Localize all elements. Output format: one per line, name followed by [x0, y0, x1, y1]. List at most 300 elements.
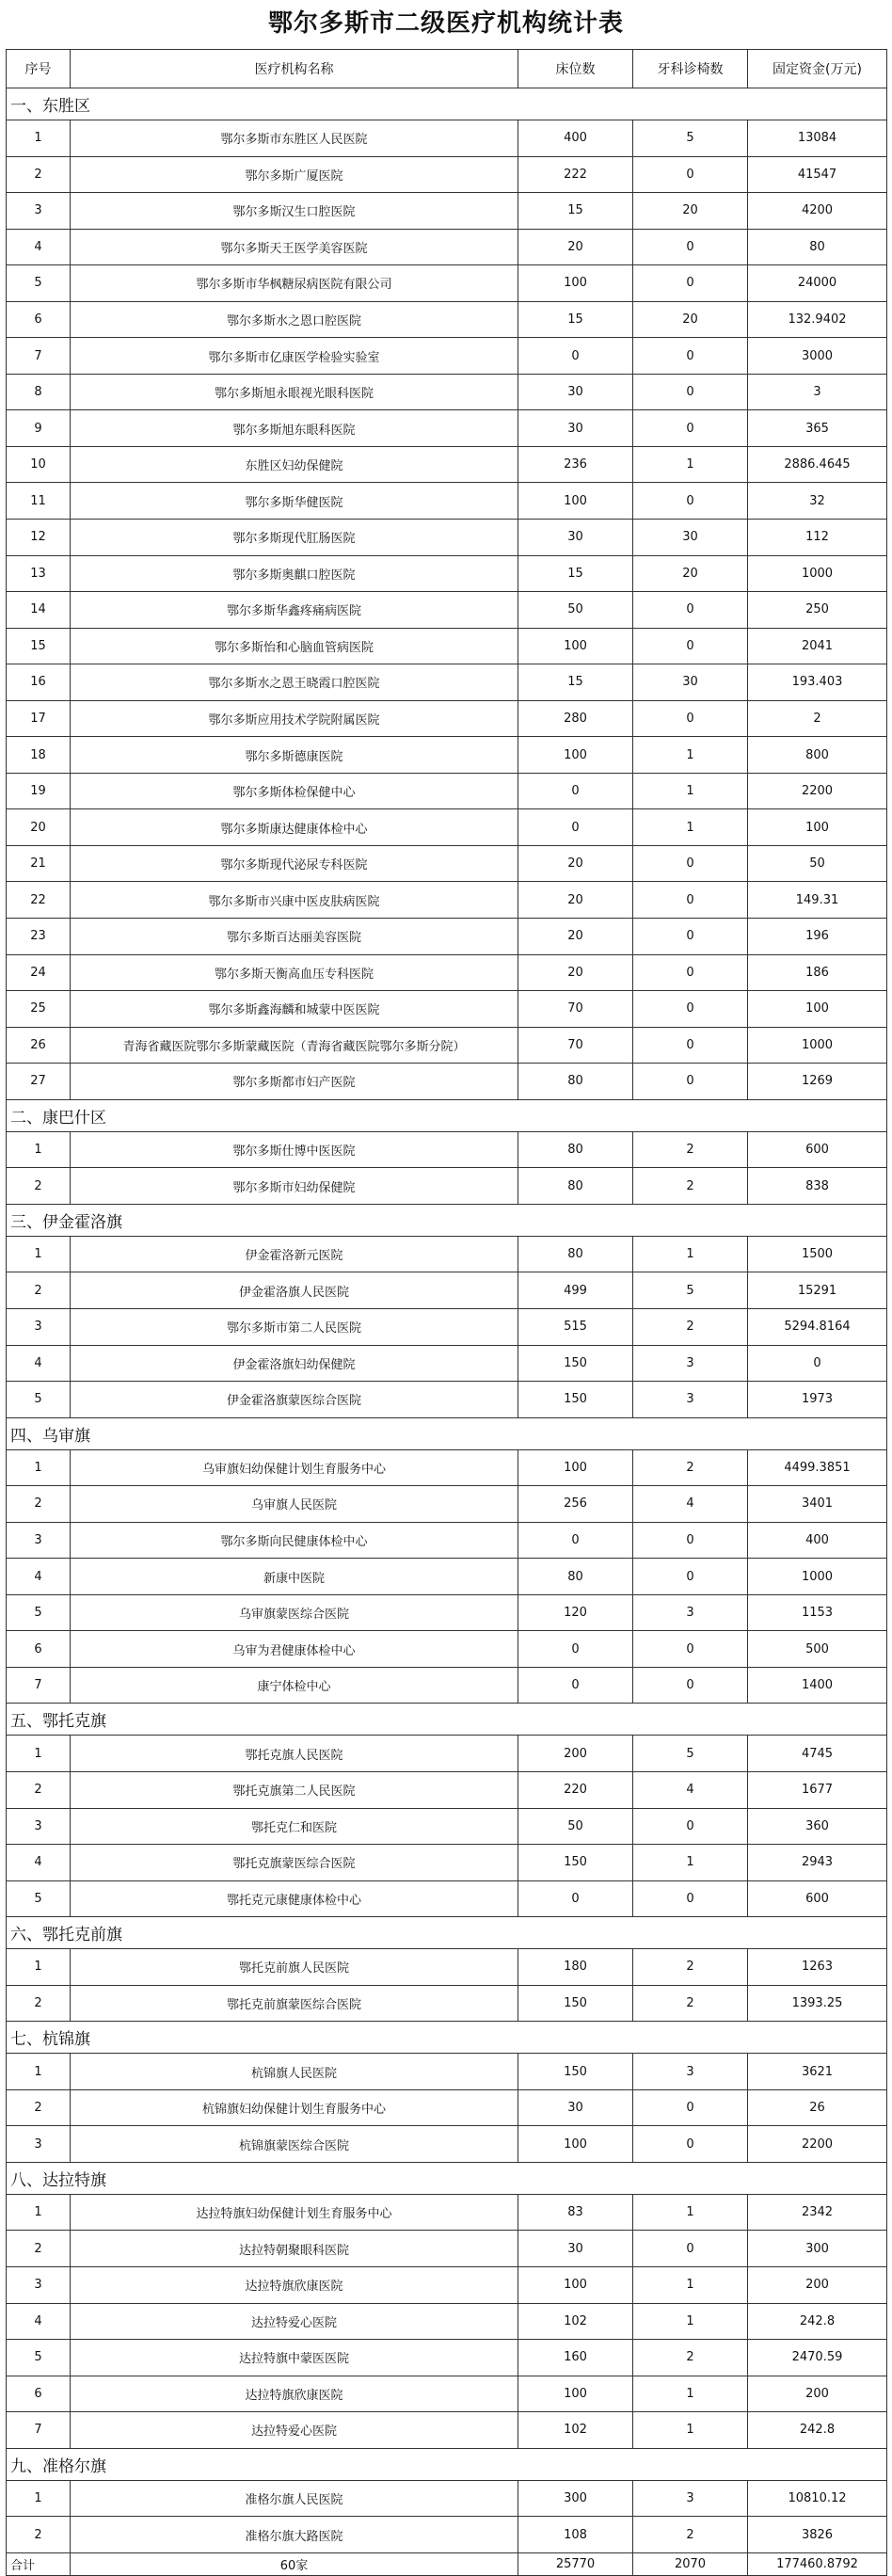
- section-title: 六、鄂托克前旗: [7, 1917, 887, 1949]
- table-row: [7, 2303, 887, 2340]
- total-beds: 25770: [518, 2552, 633, 2575]
- row-name: 准格尔旗大路医院: [71, 2517, 518, 2553]
- table-row: [7, 1308, 887, 1345]
- row-name: 鄂托克前旗蒙医综合医院: [71, 1985, 518, 2022]
- row-dental-chairs: 2: [633, 1168, 748, 1205]
- row-name: 青海省藏医院鄂尔多斯蒙藏医院（青海省藏医院鄂尔多斯分院）: [71, 1027, 518, 1064]
- row-dental-chairs: 1: [633, 1845, 748, 1881]
- row-beds: 0: [518, 1522, 633, 1559]
- row-dental-chairs: 0: [633, 229, 748, 265]
- row-beds: 20: [518, 845, 633, 882]
- row-beds: 150: [518, 1382, 633, 1418]
- row-beds: 20: [518, 882, 633, 919]
- table-row: [7, 991, 887, 1028]
- row-dental-chairs: 0: [633, 156, 748, 193]
- row-fixed-assets: 365: [748, 410, 887, 447]
- row-dental-chairs: 3: [633, 2054, 748, 2090]
- row-beds: 80: [518, 1064, 633, 1100]
- row-index: 1: [7, 1736, 71, 1772]
- row-index: 2: [7, 2089, 71, 2126]
- row-name: 鄂尔多斯仕博中医医院: [71, 1131, 518, 1168]
- table-row: [7, 156, 887, 193]
- row-name: 鄂尔多斯市兴康中医皮肤病医院: [71, 882, 518, 919]
- row-fixed-assets: 100: [748, 991, 887, 1028]
- section-row: [7, 88, 887, 120]
- row-fixed-assets: 112: [748, 520, 887, 556]
- row-fixed-assets: 400: [748, 1522, 887, 1559]
- row-name: 准格尔旗人民医院: [71, 2480, 518, 2517]
- row-name: 鄂尔多斯水之恩王晓霞口腔医院: [71, 664, 518, 701]
- row-dental-chairs: 0: [633, 1522, 748, 1559]
- row-dental-chairs: 4: [633, 1771, 748, 1808]
- row-name: 伊金霍洛旗蒙医综合医院: [71, 1382, 518, 1418]
- row-name: 鄂尔多斯市妇幼保健院: [71, 1168, 518, 1205]
- row-dental-chairs: 1: [633, 2412, 748, 2449]
- row-index: 3: [7, 193, 71, 230]
- row-beds: 100: [518, 2126, 633, 2163]
- row-fixed-assets: 1400: [748, 1667, 887, 1704]
- row-fixed-assets: 186: [748, 954, 887, 991]
- row-fixed-assets: 500: [748, 1631, 887, 1668]
- row-name: 乌审旗人民医院: [71, 1486, 518, 1523]
- total-fixed-assets: 177460.8792: [748, 2552, 887, 2575]
- row-index: 1: [7, 2480, 71, 2517]
- row-beds: 50: [518, 592, 633, 629]
- row-index: 2: [7, 1771, 71, 1808]
- row-name: 鄂托克仁和医院: [71, 1808, 518, 1845]
- row-fixed-assets: 41547: [748, 156, 887, 193]
- row-fixed-assets: 32: [748, 483, 887, 520]
- row-fixed-assets: 2342: [748, 2194, 887, 2231]
- table-row: [7, 2340, 887, 2376]
- section-title: 七、杭锦旗: [7, 2022, 887, 2054]
- row-name: 东胜区妇幼保健院: [71, 446, 518, 483]
- row-beds: 0: [518, 338, 633, 375]
- row-index: 4: [7, 229, 71, 265]
- row-dental-chairs: 20: [633, 301, 748, 338]
- row-beds: 300: [518, 2480, 633, 2517]
- section-title: 九、准格尔旗: [7, 2448, 887, 2480]
- row-name: 达拉特旗中蒙医医院: [71, 2340, 518, 2376]
- row-name: 鄂托克旗蒙医综合医院: [71, 1845, 518, 1881]
- row-fixed-assets: 3000: [748, 338, 887, 375]
- row-index: 5: [7, 265, 71, 302]
- row-beds: 0: [518, 1880, 633, 1917]
- row-dental-chairs: 2: [633, 1949, 748, 1986]
- row-index: 2: [7, 1486, 71, 1523]
- row-dental-chairs: 0: [633, 410, 748, 447]
- row-dental-chairs: 1: [633, 2194, 748, 2231]
- total-label: 合计: [7, 2552, 71, 2575]
- row-index: 1: [7, 2194, 71, 2231]
- table-row: [7, 664, 887, 701]
- header-fixed-assets: 固定资金(万元): [748, 50, 887, 88]
- row-fixed-assets: 15291: [748, 1272, 887, 1309]
- row-index: 24: [7, 954, 71, 991]
- row-name: 达拉特旗欣康医院: [71, 2266, 518, 2303]
- row-index: 5: [7, 1594, 71, 1631]
- row-index: 2: [7, 1168, 71, 1205]
- table-row: [7, 1064, 887, 1100]
- row-fixed-assets: 2886.4645: [748, 446, 887, 483]
- table-row: [7, 2266, 887, 2303]
- row-beds: 20: [518, 954, 633, 991]
- row-beds: 222: [518, 156, 633, 193]
- row-fixed-assets: 4499.3851: [748, 1449, 887, 1486]
- row-dental-chairs: 2: [633, 1449, 748, 1486]
- table-row: [7, 845, 887, 882]
- table-row: [7, 555, 887, 592]
- row-index: 2: [7, 2231, 71, 2267]
- row-name: 鄂尔多斯应用技术学院附属医院: [71, 700, 518, 737]
- row-beds: 83: [518, 2194, 633, 2231]
- table-row: [7, 1522, 887, 1559]
- row-index: 3: [7, 1808, 71, 1845]
- row-index: 1: [7, 1449, 71, 1486]
- row-fixed-assets: 5294.8164: [748, 1308, 887, 1345]
- row-name: 鄂尔多斯市东胜区人民医院: [71, 120, 518, 157]
- table-row: [7, 1236, 887, 1272]
- row-beds: 256: [518, 1486, 633, 1523]
- section-row: [7, 2022, 887, 2054]
- row-index: 23: [7, 919, 71, 955]
- row-name: 鄂托克前旗人民医院: [71, 1949, 518, 1986]
- row-index: 2: [7, 2517, 71, 2553]
- row-dental-chairs: 0: [633, 1064, 748, 1100]
- row-fixed-assets: 1000: [748, 1559, 887, 1595]
- row-beds: 0: [518, 1631, 633, 1668]
- table-row: [7, 520, 887, 556]
- row-fixed-assets: 2041: [748, 628, 887, 664]
- row-beds: 515: [518, 1308, 633, 1345]
- row-beds: 200: [518, 1736, 633, 1772]
- table-row: [7, 1771, 887, 1808]
- table-row: [7, 265, 887, 302]
- row-beds: 80: [518, 1168, 633, 1205]
- row-index: 4: [7, 2303, 71, 2340]
- row-fixed-assets: 132.9402: [748, 301, 887, 338]
- row-dental-chairs: 0: [633, 919, 748, 955]
- section-title: 二、康巴什区: [7, 1099, 887, 1131]
- row-index: 8: [7, 374, 71, 410]
- row-beds: 400: [518, 120, 633, 157]
- table-body: [7, 88, 887, 2576]
- row-fixed-assets: 250: [748, 592, 887, 629]
- row-index: 18: [7, 737, 71, 774]
- row-name: 达拉特朝聚眼科医院: [71, 2231, 518, 2267]
- section-row: [7, 1417, 887, 1449]
- row-name: 鄂尔多斯向民健康体检中心: [71, 1522, 518, 1559]
- row-beds: 150: [518, 1345, 633, 1382]
- row-beds: 15: [518, 193, 633, 230]
- row-dental-chairs: 5: [633, 1272, 748, 1309]
- row-fixed-assets: 600: [748, 1880, 887, 1917]
- table-row: [7, 120, 887, 157]
- row-index: 3: [7, 2126, 71, 2163]
- row-fixed-assets: 838: [748, 1168, 887, 1205]
- table-row: [7, 1345, 887, 1382]
- row-dental-chairs: 1: [633, 737, 748, 774]
- row-dental-chairs: 1: [633, 446, 748, 483]
- row-dental-chairs: 2: [633, 1985, 748, 2022]
- row-dental-chairs: 30: [633, 664, 748, 701]
- row-fixed-assets: 10810.12: [748, 2480, 887, 2517]
- row-index: 26: [7, 1027, 71, 1064]
- row-name: 达拉特爱心医院: [71, 2412, 518, 2449]
- row-fixed-assets: 2200: [748, 773, 887, 809]
- row-beds: 499: [518, 1272, 633, 1309]
- row-fixed-assets: 1500: [748, 1236, 887, 1272]
- row-beds: 120: [518, 1594, 633, 1631]
- row-fixed-assets: 200: [748, 2376, 887, 2412]
- table-row: [7, 1131, 887, 1168]
- row-beds: 30: [518, 520, 633, 556]
- row-fixed-assets: 2470.59: [748, 2340, 887, 2376]
- table-row: [7, 2480, 887, 2517]
- row-index: 17: [7, 700, 71, 737]
- row-name: 鄂尔多斯鑫海麟和城蒙中医医院: [71, 991, 518, 1028]
- table-row: [7, 1272, 887, 1309]
- row-name: 达拉特爱心医院: [71, 2303, 518, 2340]
- row-dental-chairs: 1: [633, 809, 748, 846]
- table-row: [7, 1736, 887, 1772]
- table-row: [7, 1594, 887, 1631]
- row-index: 4: [7, 1559, 71, 1595]
- row-name: 鄂托克旗人民医院: [71, 1736, 518, 1772]
- row-beds: 100: [518, 2376, 633, 2412]
- section-title: 三、伊金霍洛旗: [7, 1204, 887, 1236]
- table-row: [7, 301, 887, 338]
- total-row: [7, 2552, 887, 2575]
- row-beds: 15: [518, 301, 633, 338]
- table-row: [7, 1027, 887, 1064]
- row-beds: 100: [518, 265, 633, 302]
- row-index: 3: [7, 1308, 71, 1345]
- row-beds: 100: [518, 2266, 633, 2303]
- row-beds: 0: [518, 1667, 633, 1704]
- row-beds: 100: [518, 628, 633, 664]
- row-dental-chairs: 2: [633, 2517, 748, 2553]
- row-dental-chairs: 0: [633, 1631, 748, 1668]
- row-dental-chairs: 0: [633, 374, 748, 410]
- row-beds: 150: [518, 1845, 633, 1881]
- table-row: [7, 737, 887, 774]
- table-row: [7, 2126, 887, 2163]
- row-name: 鄂尔多斯市华枫糖尿病医院有限公司: [71, 265, 518, 302]
- row-beds: 80: [518, 1131, 633, 1168]
- row-dental-chairs: 3: [633, 1594, 748, 1631]
- row-index: 21: [7, 845, 71, 882]
- row-name: 杭锦旗妇幼保健计划生育服务中心: [71, 2089, 518, 2126]
- row-dental-chairs: 0: [633, 882, 748, 919]
- row-fixed-assets: 200: [748, 2266, 887, 2303]
- row-dental-chairs: 0: [633, 1880, 748, 1917]
- table-row: [7, 1449, 887, 1486]
- table-row: [7, 2054, 887, 2090]
- row-name: 鄂尔多斯天王医学美容医院: [71, 229, 518, 265]
- row-name: 伊金霍洛旗妇幼保健院: [71, 1345, 518, 1382]
- row-beds: 236: [518, 446, 633, 483]
- row-index: 1: [7, 1949, 71, 1986]
- table-row: [7, 919, 887, 955]
- row-name: 鄂尔多斯华健医院: [71, 483, 518, 520]
- row-name: 鄂托克旗第二人民医院: [71, 1771, 518, 1808]
- row-index: 7: [7, 338, 71, 375]
- row-fixed-assets: 2: [748, 700, 887, 737]
- row-dental-chairs: 2: [633, 2340, 748, 2376]
- row-fixed-assets: 1393.25: [748, 1985, 887, 2022]
- row-dental-chairs: 1: [633, 2376, 748, 2412]
- row-fixed-assets: 1000: [748, 555, 887, 592]
- row-name: 鄂尔多斯现代肛肠医院: [71, 520, 518, 556]
- table-row: [7, 1949, 887, 1986]
- row-dental-chairs: 1: [633, 1236, 748, 1272]
- row-dental-chairs: 20: [633, 193, 748, 230]
- row-fixed-assets: 242.8: [748, 2412, 887, 2449]
- header-row: [7, 50, 887, 88]
- row-fixed-assets: 3: [748, 374, 887, 410]
- table-row: [7, 954, 887, 991]
- row-index: 19: [7, 773, 71, 809]
- row-dental-chairs: 0: [633, 265, 748, 302]
- row-dental-chairs: 0: [633, 700, 748, 737]
- row-fixed-assets: 4745: [748, 1736, 887, 1772]
- section-row: [7, 2448, 887, 2480]
- row-dental-chairs: 0: [633, 1667, 748, 1704]
- table-row: [7, 1631, 887, 1668]
- row-name: 鄂尔多斯现代泌尿专科医院: [71, 845, 518, 882]
- row-index: 5: [7, 2340, 71, 2376]
- table-row: [7, 193, 887, 230]
- table-row: [7, 1985, 887, 2022]
- row-dental-chairs: 0: [633, 338, 748, 375]
- row-beds: 160: [518, 2340, 633, 2376]
- row-fixed-assets: 24000: [748, 265, 887, 302]
- table-row: [7, 2194, 887, 2231]
- row-fixed-assets: 2943: [748, 1845, 887, 1881]
- section-row: [7, 1917, 887, 1949]
- row-index: 11: [7, 483, 71, 520]
- row-fixed-assets: 1153: [748, 1594, 887, 1631]
- row-index: 13: [7, 555, 71, 592]
- row-dental-chairs: 3: [633, 2480, 748, 2517]
- row-dental-chairs: 0: [633, 2089, 748, 2126]
- row-name: 康宁体检中心: [71, 1667, 518, 1704]
- row-dental-chairs: 0: [633, 1559, 748, 1595]
- row-name: 鄂尔多斯汉生口腔医院: [71, 193, 518, 230]
- table-row: [7, 2376, 887, 2412]
- header-name: 医疗机构名称: [71, 50, 518, 88]
- row-dental-chairs: 0: [633, 1808, 748, 1845]
- table-row: [7, 1808, 887, 1845]
- row-beds: 70: [518, 1027, 633, 1064]
- row-name: 鄂尔多斯市第二人民医院: [71, 1308, 518, 1345]
- row-name: 鄂尔多斯市亿康医学检验实验室: [71, 338, 518, 375]
- row-beds: 180: [518, 1949, 633, 1986]
- row-name: 鄂尔多斯德康医院: [71, 737, 518, 774]
- row-beds: 100: [518, 737, 633, 774]
- row-dental-chairs: 4: [633, 1486, 748, 1523]
- row-dental-chairs: 0: [633, 845, 748, 882]
- section-title: 四、乌审旗: [7, 1417, 887, 1449]
- table-row: [7, 1559, 887, 1595]
- row-name: 鄂尔多斯广厦医院: [71, 156, 518, 193]
- row-index: 20: [7, 809, 71, 846]
- table-row: [7, 2231, 887, 2267]
- row-index: 3: [7, 1522, 71, 1559]
- row-name: 乌审旗蒙医综合医院: [71, 1594, 518, 1631]
- table-row: [7, 773, 887, 809]
- row-fixed-assets: 149.31: [748, 882, 887, 919]
- row-beds: 30: [518, 374, 633, 410]
- row-index: 6: [7, 301, 71, 338]
- table-row: [7, 229, 887, 265]
- row-beds: 0: [518, 773, 633, 809]
- row-beds: 20: [518, 229, 633, 265]
- row-fixed-assets: 800: [748, 737, 887, 774]
- row-fixed-assets: 193.403: [748, 664, 887, 701]
- row-dental-chairs: 2: [633, 1308, 748, 1345]
- row-beds: 15: [518, 664, 633, 701]
- row-index: 7: [7, 1667, 71, 1704]
- table-row: [7, 1486, 887, 1523]
- hospital-stats-table: [6, 49, 887, 2576]
- row-fixed-assets: 100: [748, 809, 887, 846]
- row-beds: 50: [518, 1808, 633, 1845]
- row-name: 达拉特旗欣康医院: [71, 2376, 518, 2412]
- row-index: 2: [7, 1985, 71, 2022]
- table-row: [7, 410, 887, 447]
- page-title: 鄂尔多斯市二级医疗机构统计表: [267, 9, 624, 38]
- row-dental-chairs: 0: [633, 628, 748, 664]
- header-beds: 床位数: [518, 50, 633, 88]
- row-index: 5: [7, 1880, 71, 1917]
- row-dental-chairs: 0: [633, 991, 748, 1028]
- row-fixed-assets: 50: [748, 845, 887, 882]
- row-name: 鄂尔多斯旭永眼视光眼科医院: [71, 374, 518, 410]
- row-index: 22: [7, 882, 71, 919]
- row-name: 鄂尔多斯都市妇产医院: [71, 1064, 518, 1100]
- section-title: 一、东胜区: [7, 88, 887, 120]
- row-name: 鄂尔多斯华鑫疼痛病医院: [71, 592, 518, 629]
- row-dental-chairs: 5: [633, 1736, 748, 1772]
- row-dental-chairs: 1: [633, 2303, 748, 2340]
- row-index: 2: [7, 156, 71, 193]
- row-name: 伊金霍洛新元医院: [71, 1236, 518, 1272]
- row-dental-chairs: 3: [633, 1345, 748, 1382]
- row-dental-chairs: 3: [633, 1382, 748, 1418]
- row-index: 15: [7, 628, 71, 664]
- row-fixed-assets: 80: [748, 229, 887, 265]
- row-beds: 30: [518, 2231, 633, 2267]
- row-beds: 102: [518, 2303, 633, 2340]
- row-dental-chairs: 0: [633, 954, 748, 991]
- row-index: 1: [7, 1236, 71, 1272]
- row-index: 10: [7, 446, 71, 483]
- row-fixed-assets: 26: [748, 2089, 887, 2126]
- row-index: 14: [7, 592, 71, 629]
- row-beds: 150: [518, 1985, 633, 2022]
- row-fixed-assets: 3826: [748, 2517, 887, 2553]
- row-name: 达拉特旗妇幼保健计划生育服务中心: [71, 2194, 518, 2231]
- row-name: 鄂尔多斯百达丽美容医院: [71, 919, 518, 955]
- row-name: 鄂尔多斯旭东眼科医院: [71, 410, 518, 447]
- row-index: 1: [7, 2054, 71, 2090]
- row-index: 16: [7, 664, 71, 701]
- row-beds: 100: [518, 1449, 633, 1486]
- row-fixed-assets: 0: [748, 1345, 887, 1382]
- row-beds: 20: [518, 919, 633, 955]
